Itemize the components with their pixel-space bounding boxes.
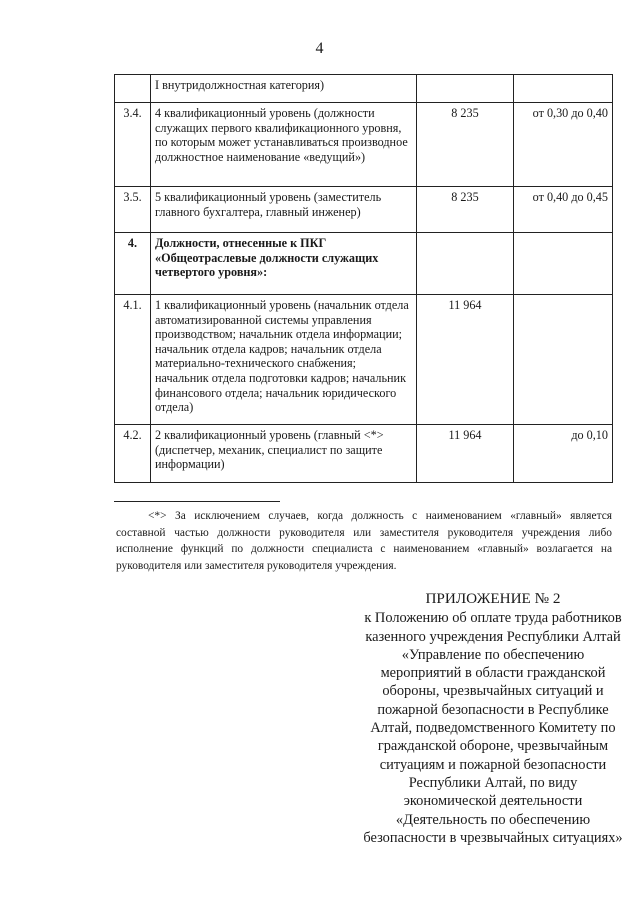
row-salary-cell: 11 964 <box>417 295 514 425</box>
row-coefficient-cell <box>514 233 613 295</box>
salary-table <box>114 74 613 483</box>
row-salary-cell: 8 235 <box>417 187 514 233</box>
row-title-cell: 1 квалификационный уровень (начальник отдела автоматизированной системы управления производством; начальник отдела информации; начальник отдела кадров; начальник отдела материально-технического снабжения; начальник отдела подготовки кадров; начальник финансового отдела; начальник юридического отдела) <box>151 295 417 425</box>
salary-table-body <box>115 75 613 483</box>
table-row <box>115 187 613 233</box>
table-row <box>115 233 613 295</box>
row-coefficient-cell: от 0,40 до 0,45 <box>514 187 613 233</box>
row-title-cell: 4 квалификационный уровень (должности служащих первого квалификационного уровня, по которым может устанавливаться производное должностное наименование «ведущий») <box>151 103 417 187</box>
row-title-cell: I внутридолжностная категория) <box>151 75 417 103</box>
footnote: <*> За исключением случаев, когда должность с наименованием «главный» является составной частью должности руководителя или заместителя руководителя учреждения либо исполнение функций по должности специалиста с наименованием «главный» возлагается на руководителя или заместителя руководителя учреждения. <box>116 510 612 572</box>
appendix-heading: ПРИЛОЖЕНИЕ № 2 <box>425 590 561 607</box>
table-row <box>115 103 613 187</box>
row-title-cell: 2 квалификационный уровень (главный <*> (диспетчер, механик, специалист по защите информации) <box>151 425 417 483</box>
table-row <box>115 425 613 483</box>
table-row <box>115 295 613 425</box>
row-number-cell: 3.5. <box>115 187 151 233</box>
table-row <box>115 75 613 103</box>
row-salary-cell: 11 964 <box>417 425 514 483</box>
page-number: 4 <box>315 40 324 57</box>
row-title-cell: 5 квалификационный уровень (заместитель главного бухгалтера, главный инженер) <box>151 187 417 233</box>
row-number-cell: 4.1. <box>115 295 151 425</box>
row-number-cell: 3.4. <box>115 103 151 187</box>
row-salary-cell <box>417 75 514 103</box>
row-number-cell <box>115 75 151 103</box>
footnote-divider <box>114 501 280 502</box>
appendix-body: к Положению об оплате труда работников казенного учреждения Республики Алтай «Управление по обеспечению мероприятий в области гражданской обороны, чрезвычайных ситуаций и пожарной безопасности в Республике Алтай, подведомственного Комитету по гражданской обороне, чрезвычайным ситуациям и пожарной безопасности Республики Алтай, по виду экономической деятельности «Деятельность по обеспечению безопасности в чрезвычайных ситуациях» <box>363 610 623 846</box>
row-salary-cell: 8 235 <box>417 103 514 187</box>
row-number-cell: 4. <box>115 233 151 295</box>
row-coefficient-cell: от 0,30 до 0,40 <box>514 103 613 187</box>
row-coefficient-cell <box>514 75 613 103</box>
appendix-block <box>362 590 624 847</box>
row-coefficient-cell: до 0,10 <box>514 425 613 483</box>
row-title-cell: Должности, отнесенные к ПКГ «Общеотраслевые должности служащих четвертого уровня»: <box>151 233 417 295</box>
row-number-cell: 4.2. <box>115 425 151 483</box>
row-coefficient-cell <box>514 295 613 425</box>
row-salary-cell <box>417 233 514 295</box>
